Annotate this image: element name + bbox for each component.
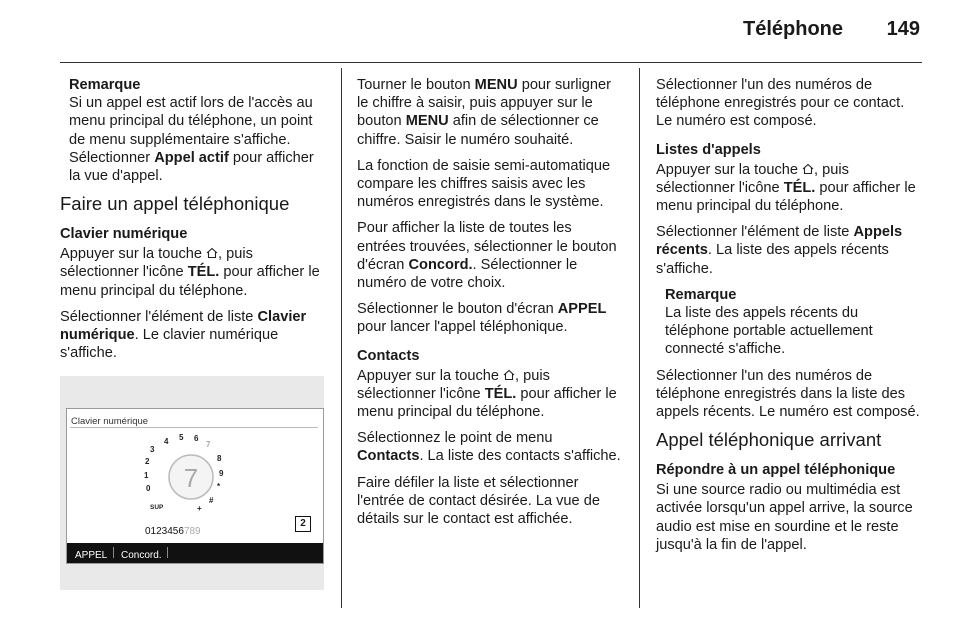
page-header — [0, 0, 960, 52]
dial-digit-8[interactable]: 8 — [217, 454, 222, 464]
bar-separator — [167, 547, 168, 558]
rotary-dial-graphic — [137, 431, 257, 523]
paragraph — [656, 161, 922, 216]
text: afin de sélectionner ce chiffre. Saisir le numéro souhaité. — [357, 113, 599, 148]
entered-number — [145, 523, 201, 541]
note-bold: Appel actif — [154, 149, 229, 166]
text: , puis sélectionner l'icône — [60, 246, 253, 281]
paragraph — [357, 76, 623, 149]
paragraph — [357, 429, 623, 465]
text: . La liste des contacts s'affiche. — [419, 448, 621, 465]
bold-text: APPEL — [557, 301, 607, 318]
note-box — [69, 76, 326, 185]
page-title: Téléphone — [742, 18, 843, 40]
paragraph — [357, 367, 623, 422]
note-title: Remarque — [665, 286, 737, 303]
infotainment-screen — [66, 408, 324, 564]
paragraph — [357, 300, 623, 336]
paragraph: Si une source radio ou multimédia est activée lorsqu'un appel arrive, la source audio est mise en sourdine et le reste jusqu'à la fin de l'appel. — [656, 482, 913, 553]
text: . Le clavier numérique s'affiche. — [60, 327, 279, 362]
text: pour afficher le menu principal du téléphone. — [357, 385, 617, 421]
note-box — [665, 286, 922, 359]
text: , puis sélectionner l'icône — [357, 367, 550, 402]
column-1 — [60, 76, 326, 590]
text: Pour afficher la liste de toutes les entrées trouvées, sélectionner le bouton d'écran — [357, 220, 617, 273]
home-icon — [206, 247, 218, 259]
bold-text: Contacts — [357, 448, 420, 465]
paragraph — [656, 223, 922, 278]
bold-text: TÉL. — [783, 179, 816, 196]
subheading: Clavier numérique — [60, 226, 188, 243]
call-button[interactable]: APPEL — [75, 550, 108, 562]
dial-sup[interactable]: SUP — [150, 504, 164, 512]
text: Sélectionnez le point de menu — [357, 430, 553, 447]
bold-text: Concord. — [408, 256, 473, 273]
home-icon — [503, 369, 515, 381]
dial-digit-6[interactable]: 6 — [194, 434, 199, 444]
bar-separator — [113, 547, 114, 558]
note-title: Remarque — [69, 77, 141, 93]
section-heading: Appel téléphonique arrivant — [656, 429, 882, 451]
dial-digit-2[interactable]: 2 — [145, 457, 150, 467]
text: Appuyer sur la touche — [656, 161, 798, 178]
paragraph: La fonction de saisie semi-automatique compare les chiffres saisis avec les numéros enregistrés dans le système. — [357, 157, 611, 211]
column-2 — [357, 76, 623, 536]
dial-digit-star[interactable]: * — [217, 482, 221, 492]
note-text: Si un appel est actif lors de l'accès au menu principal du téléphone, un point de menu supplémentaire s'affiche. Sélectionner — [69, 95, 313, 166]
dial-digit-5[interactable]: 5 — [179, 433, 184, 443]
column-3 — [656, 76, 922, 562]
note-text: La liste des appels récents du téléphone portable actuellement connecté s'affiche. — [665, 305, 873, 358]
note-tail: pour afficher la vue d'appel. — [69, 149, 314, 185]
bold-text: TÉL. — [484, 385, 517, 402]
concord-button[interactable]: Concord. — [121, 550, 162, 562]
section-heading: Faire un appel téléphonique — [60, 193, 290, 215]
suggested-digits: 789 — [183, 526, 201, 538]
dial-digit-3[interactable]: 3 — [150, 445, 155, 455]
dial-digit-0[interactable]: 0 — [146, 484, 151, 494]
paragraph: Sélectionner l'un des numéros de téléphone enregistrés dans la liste des appels récents. Le numéro est composé. — [656, 367, 920, 421]
column-divider — [639, 68, 640, 608]
dial-digit-hash[interactable]: # — [209, 496, 214, 506]
screen-button-bar — [67, 543, 323, 563]
bold-text: Appels récents — [656, 224, 903, 259]
text: Appuyer sur la touche — [60, 246, 202, 263]
subheading: Répondre à un appel téléphonique — [656, 462, 896, 479]
paragraph: Faire défiler la liste et sélectionner l'entrée de contact désirée. La vue de détails sur le contact est affichée. — [357, 474, 600, 528]
text: Sélectionner le bouton d'écran — [357, 301, 554, 318]
text: Appuyer sur la touche — [357, 367, 499, 384]
text: Tourner le bouton — [357, 77, 471, 93]
page-number: 149 — [886, 18, 920, 40]
dial-digit-4[interactable]: 4 — [164, 437, 169, 447]
text: . Sélectionner le numéro de votre choix. — [357, 256, 578, 292]
text: pour lancer l'appel téléphonique. — [357, 319, 568, 336]
dial-digit-7[interactable]: 7 — [206, 440, 211, 450]
text: pour afficher le menu principal du téléphone. — [60, 264, 320, 299]
text: . La liste des appels récents s'affiche. — [656, 242, 889, 277]
text: pour afficher le menu principal du téléphone. — [656, 179, 916, 215]
divider — [70, 427, 318, 428]
subheading: Contacts — [357, 347, 420, 364]
bold-text: TÉL. — [187, 264, 220, 281]
paragraph — [357, 219, 623, 292]
keypad-screenshot-figure — [60, 376, 324, 590]
bold-text: MENU — [405, 113, 449, 130]
dial-digit-1[interactable]: 1 — [144, 471, 149, 481]
screen-title: Clavier numérique — [71, 416, 149, 428]
paragraph: Sélectionner l'un des numéros de téléphone enregistrés pour ce contact. Le numéro est composé. — [656, 77, 905, 130]
home-icon — [802, 163, 814, 175]
header-rule — [60, 62, 922, 63]
paragraph — [60, 308, 326, 363]
text: Sélectionner l'élément de liste — [60, 308, 254, 325]
dial-digit-9[interactable]: 9 — [219, 469, 224, 479]
figure-callout-badge: 2 — [295, 516, 311, 532]
subheading: Listes d'appels — [656, 141, 761, 158]
text: Sélectionner l'élément de liste — [656, 224, 850, 241]
text: , puis sélectionner l'icône — [656, 161, 849, 196]
dial-digit-plus[interactable]: + — [197, 504, 202, 514]
column-divider — [341, 68, 342, 608]
bold-text: MENU — [474, 77, 518, 93]
text: pour surligner le chiffre à saisir, puis appuyer sur le bouton — [357, 77, 611, 130]
dial-center-digit: 7 — [183, 463, 199, 494]
paragraph — [60, 245, 326, 300]
entered-digits: 0123456 — [145, 526, 184, 538]
bold-text: Clavier numérique — [60, 308, 307, 344]
